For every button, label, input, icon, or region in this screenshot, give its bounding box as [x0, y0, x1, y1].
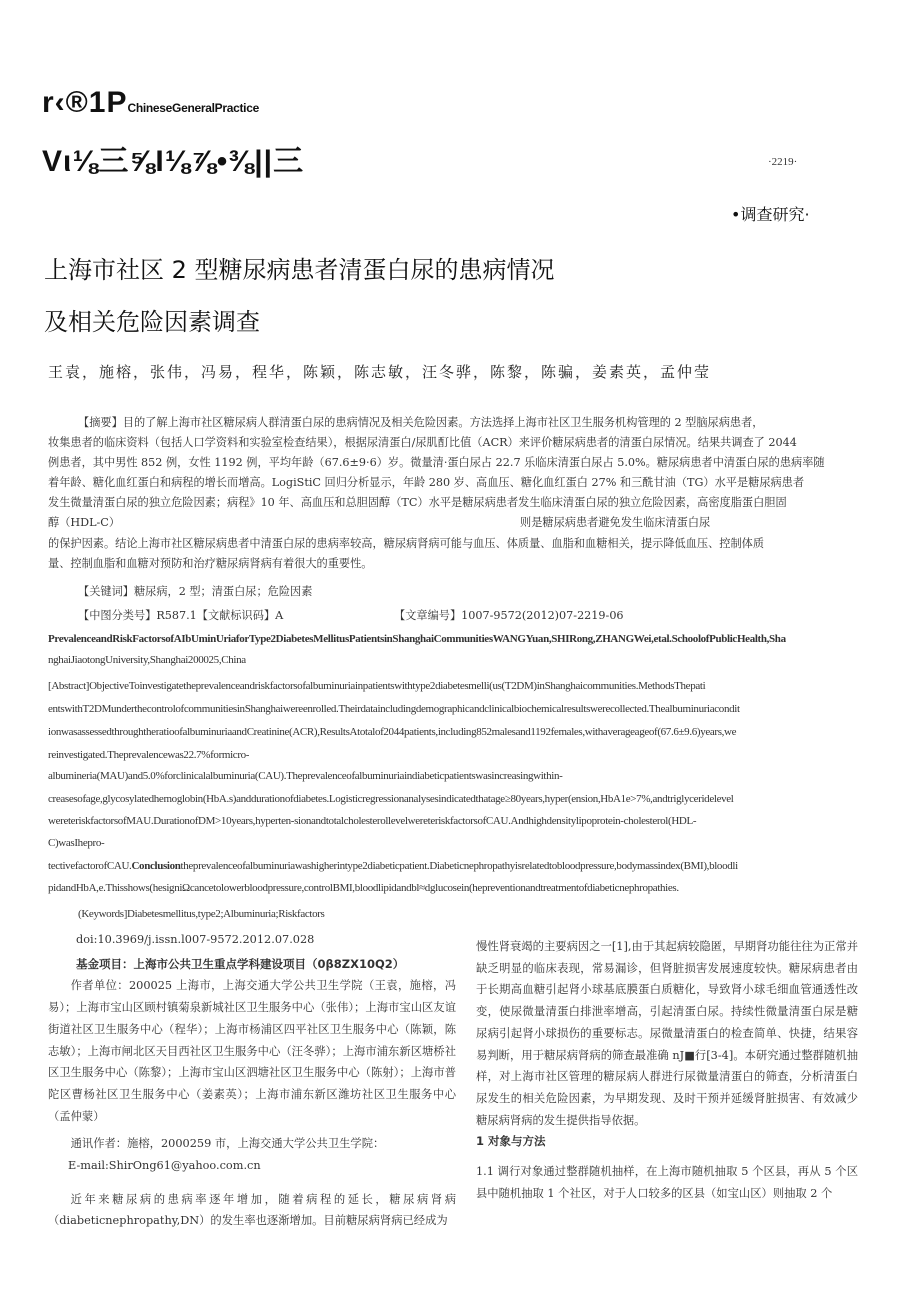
- abstract-cn-line: 着年龄、糖化血红蛋白和病程的增长而增高。LogiStiC 回归分析显示，年龄 280 岁、高血压、糖化血红蛋白 27% 和三酰甘油（TG）水平是糖尿病患者: [48, 476, 805, 489]
- abstract-en-line: reinvestigated.Theprevalencewas22.7%formicro-: [48, 749, 250, 761]
- doi: doi:10.3969/j.issn.l007-9572.2012.07.028: [76, 933, 315, 946]
- abstract-en-line: tectivefactorofCAU.Conclusiontheprevalenceofalbuminuriawashigherintype2diabeticpatient.Diabeticnephropathyisrelatedtobloodpressure,bodymassindex(BMI),bloodli: [48, 860, 738, 872]
- abstract-en-line: creasesofage,glycosylatedhemoglobin(HbA.s)anddurationofdiabetes.Logisticregressionanalysesindicatedthatage≥80years,hyper(ension,HbA1e>7%,andtriglyceridelevel: [48, 793, 734, 805]
- abstract-en-line: ionwasassessedthroughtheratioofalbuminuriaandCreatinine(ACR),ResultsAtotalof2044patients,including852malesand1192females,withaverageageof(67.6±9.6)years,we: [48, 726, 737, 738]
- abstract-cn-line: 【摘要】目的了解上海市社区糖尿病人群清蛋白尿的患病情况及相关危险因素。方法选择上海市社区卫生服务机构管理的 2 型脑尿病患者，: [78, 416, 764, 429]
- page-number: ·2219·: [768, 156, 798, 168]
- abstract-cn-line: 醇（HDL-C）: [48, 516, 121, 529]
- abstract-cn-line-continuation: 则是糖尿病患者避免发生临床清蛋白尿: [520, 516, 711, 529]
- abstract-cn-line: 量、控制血脂和血糖对预防和治疗糖尿病肾病有着很大的重要性。: [48, 557, 373, 570]
- abstract-en-line: pidandHbA,e.Thisshows(hesigniΩcancetolowerbloodpressure,controlBMI,bloodlipidandbl≈dglucosein(hepreventionandtreatmentofdiabeticnephropathies.: [48, 882, 679, 894]
- abstract-cn-line: 例患者，其中男性 852 例，女性 1192 例，平均年龄（67.6±9·6）岁。微量清·蛋白尿占 22.7 乐临床清蛋白尿占 5.0%。糖尿病患者中清蛋白尿的患病率随: [48, 456, 825, 469]
- abstract-en-line: albumineria(MAU)and5.0%forclinicalalbuminuria(CAU).Theprevalenceofalbuminuriaindiabeticpatientswasincreasingwithin-: [48, 770, 563, 782]
- article-number: 【文章编号】1007-9572(2012)07-2219-06: [394, 609, 624, 622]
- abstract-en-line: wereteriskfactorsofMAU.DurationofDM>10years,hyperten-sionandtotalcholesterollevelwereteriskfactorsofCAU.Andhighdensitylipoprotein-cholesterol(HDL-: [48, 815, 697, 827]
- conclusion-label: Conclusion: [131, 860, 181, 872]
- title-line-2: 及相关危险因素调查: [44, 308, 260, 336]
- fund-note: 基金项目：上海市公共卫生重点学科建设项目（0β8ZX10Q2）: [76, 956, 405, 971]
- affiliation-note: 作者单位：200025 上海市，上海交通大学公共卫生学院（王袁，施榕，冯易）；上海市宝山区顾村镇菊泉新城社区卫生服务中心（张伟）；上海市宝山区友谊街道社区卫生服务中心（程华）；上海市杨浦区四平社区卫生服务中心（陈颖，陈志敏）；上海市闸北区天目西社区卫生服务中心（汪冬骅）；上海市浦东新区塘桥社区卫生服务中心（陈黎）；上海市宝山区泗塘社区卫生服务中心（陈射）；上海市普陀区曹杨社区卫生服务中心（姜素英）；上海市浦东新区潍坊社区卫生服务中心（孟仲蒙）: [48, 979, 456, 1123]
- abstract-en-line: C)wasIhepro-: [48, 837, 105, 849]
- intro-continued: 慢性肾衰竭的主要病因之一[1],由于其起病较隐匿，早期肾功能往往为正常并缺乏明显的临床表现，常易漏诊，但肾脏损害发展速度较快。糖尿病患者由于长期高血糖引起肾小球基底膜蛋白质糖化，导致肾小球毛细血管通透性改变，使尿微量清蛋白排泄率增高，引起清蛋白尿。持续性微量清蛋白尿是糖尿病引起肾小球损伤的重要标志。尿微量清蛋白的检查简单、快捷，结果容易判断，用于糖尿病肾病的筛查最准确 nJ■行[3-4]。本研究通过整群随机抽样，对上海市社区管理的糖尿病人群进行尿微量清蛋白的筛查，分析清蛋白尿发生的相关危险因素，为早期发现、及时干预并延缓肾脏损害、有效减少糖尿病肾病的发生提供指导依据。: [476, 940, 858, 1127]
- email: E-mail:ShirOng61@yahoo.com.cn: [68, 1159, 261, 1173]
- correspondence-note: 通讯作者：施榕，2000259 市，上海交通大学公共卫生学院：: [70, 1137, 385, 1151]
- abstract-cn-line: 发生微量清蛋白尿的独立危险因素；病程》10 年、高血压和总胆固醇（TC）水平是糖尿病患者发生临床清蛋白尿的独立危险因素，高密度脂蛋白胆固: [48, 496, 787, 509]
- methods-paragraph: 1.1 调行对象通过整群随机抽样，在上海市随机抽取 5 个区县，再从 5 个区县中随机抽取 1 个社区，对于人口较多的区县（如宝山区）则抽取 2 个: [476, 1165, 858, 1200]
- keywords-cn: 【关键词】糖尿病，2 型；清蛋白尿；危险因素: [78, 585, 313, 598]
- left-column: [48, 929, 456, 1232]
- author-list: 王袁，施榕，张伟，冯易，程华，陈颖，陈志敏，汪冬骅，陈黎，陈骗，姜素英，孟仲莹: [48, 363, 712, 381]
- journal-logo: [42, 86, 259, 120]
- classification-number: 【中图分类号】R587.1【文献标识码】A: [78, 609, 284, 622]
- section-tag: •调查研究·: [731, 205, 810, 224]
- journal-volume: Vι⅛三⅝I⅛⅞•⅜||三: [42, 145, 305, 178]
- abstract-cn-line: 妆集患者的临床资料（包括人口学资料和实验室检查结果），根据尿清蛋白/尿肌酊比值（ACR）来评价糖尿病患者的清蛋白尿情况。结果共调查了 2044: [48, 436, 797, 449]
- title-line-1: 上海市社区 2 型糖尿病患者清蛋白尿的患病情况: [44, 256, 555, 284]
- intro-paragraph: 近年来糖尿病的患病率逐年增加，随着病程的延长，糖尿病肾病（diabeticnephropathy,DN）的发生率也逐渐增加。目前糖尿病肾病已经成为: [48, 1192, 456, 1228]
- journal-logo-glyphs: r‹®1P: [42, 86, 128, 119]
- keywords-en: (Keywords]Diabetesmellitus,type2;Albuminuria;Riskfactors: [78, 908, 325, 920]
- abstract-en-line: nghaiJiaotongUniversity,Shanghai200025,China: [48, 654, 246, 666]
- abstract-cn-line: 的保护因素。结论上海市社区糖尿病患者中清蛋白尿的患病率较高，糖尿病肾病可能与血压、体质量、血脂和血糖相关，提示降低血压、控制体质: [48, 537, 765, 550]
- section-heading: 1 对象与方法: [476, 1134, 546, 1149]
- article-title: [44, 244, 555, 348]
- right-column: [476, 936, 858, 1204]
- journal-name: ChineseGeneralPractice: [127, 101, 259, 115]
- abstract-en-line: [Abstract]ObjectiveToinvestigatetheprevalenceandriskfactorsofalbuminuriainpatientswithtype2diabetesmelli(us(T2DM)inShanghaicommunities.MethodsThepati: [48, 680, 706, 692]
- abstract-en-line: entswithT2DMunderthecontrolofcommunitiesinShanghaiwereenrolled.Theirdataincludingdemographicandclinicalbiochemicalresultswerecollected.Thealbuminuriacondit: [48, 703, 740, 715]
- abstract-en-title-line: PrevalenceandRiskFactorsofAIbUminUriaforType2DiabetesMellitusPatientsinShanghaiCommunitiesWANGYuan,SHIRong,ZHANGWei,etal.SchoolofPublicHealth,Sha: [48, 633, 786, 645]
